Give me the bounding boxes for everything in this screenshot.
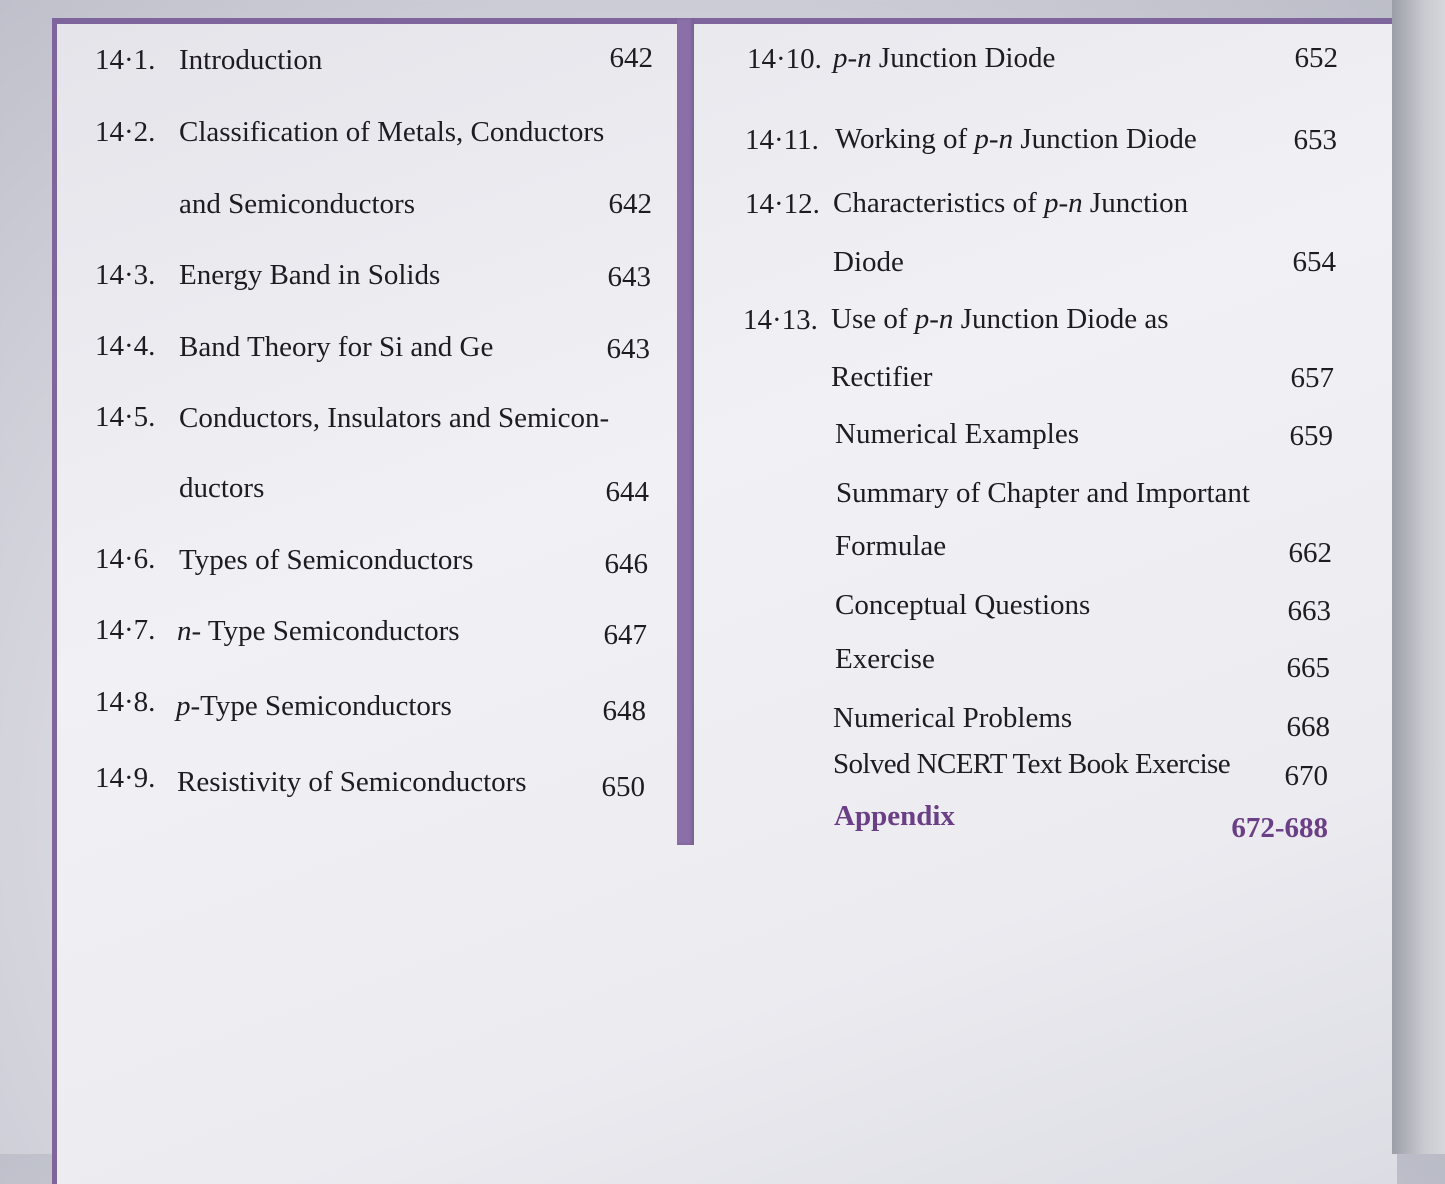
entry-number: 14·1. <box>95 44 156 76</box>
entry-number: 14·13. <box>743 304 818 336</box>
entry-title-pre: Characteristics of <box>833 187 1044 219</box>
entry-title-pre: Working of <box>835 123 975 155</box>
entry-title: ductors <box>179 472 265 504</box>
entry-page: 654 <box>1292 246 1336 278</box>
entry-number: 14·6. <box>95 543 156 575</box>
entry-page: 644 <box>605 476 649 508</box>
entry-title <box>833 42 1055 75</box>
entry-title: Solved NCERT Text Book Exercise <box>833 748 1231 780</box>
entry-page: 653 <box>1293 124 1337 156</box>
entry-page: 647 <box>603 619 647 651</box>
entry-title: Introduction <box>179 44 323 76</box>
entry-title-rest: -Type Semiconductors <box>190 690 452 722</box>
entry-title: Band Theory for Si and Ge <box>179 331 494 363</box>
entry-title <box>833 187 1188 220</box>
entry-title <box>177 615 460 648</box>
entry-title: Numerical Examples <box>835 418 1079 450</box>
entry-number: 14·12. <box>745 188 820 220</box>
entry-title-rest: Junction Diode <box>1013 123 1197 155</box>
entry-title: Resistivity of Semiconductors <box>177 766 527 798</box>
entry-title: Energy Band in Solids <box>179 259 441 291</box>
entry-number: 14·5. <box>95 401 156 433</box>
entry-title-italic: n- <box>177 615 202 647</box>
entry-title: Conceptual Questions <box>835 589 1091 621</box>
entry-title-italic: p <box>176 690 191 722</box>
entry-page: 670 <box>1284 760 1328 792</box>
entry-title <box>176 690 452 723</box>
entry-number: 14·7. <box>95 614 156 646</box>
entry-page: 663 <box>1287 595 1331 627</box>
entry-page: 642 <box>609 42 653 74</box>
page-edge <box>1392 0 1445 1154</box>
column-divider <box>677 18 694 845</box>
entry-title-rest: Junction Diode <box>871 42 1056 74</box>
entry-title: Numerical Problems <box>833 702 1073 734</box>
entry-page: 668 <box>1286 711 1330 743</box>
entry-title-rest: Junction <box>1082 187 1189 219</box>
entry-title: Diode <box>833 246 904 278</box>
entry-title-italic: p-n <box>1043 187 1083 219</box>
entry-title-italic: p-n <box>974 123 1014 155</box>
entry-title-italic: p-n <box>833 42 872 74</box>
entry-page: 642 <box>608 188 652 220</box>
entry-page: 662 <box>1288 537 1332 569</box>
entry-title-italic: p-n <box>914 303 954 335</box>
entry-page: 650 <box>601 771 645 803</box>
entry-page: 652 <box>1294 42 1338 74</box>
entry-title: Classification of Metals, Conductors <box>179 116 605 148</box>
appendix-title: Appendix <box>834 800 955 832</box>
entry-page: 648 <box>602 695 646 727</box>
entry-page: 665 <box>1286 652 1330 684</box>
entry-title: Rectifier <box>831 361 933 393</box>
entry-title-rest: Junction Diode as <box>953 303 1169 335</box>
entry-number: 14·3. <box>95 259 156 291</box>
entry-title-pre: Use of <box>831 303 915 335</box>
entry-title-rest: Type Semiconductors <box>201 615 460 647</box>
entry-number: 14·9. <box>95 762 156 794</box>
entry-page: 643 <box>607 261 651 293</box>
entry-title <box>831 303 1169 336</box>
entry-page: 643 <box>606 333 650 365</box>
entry-page: 659 <box>1289 420 1333 452</box>
appendix-page: 672-688 <box>1231 812 1328 844</box>
entry-number: 14·8. <box>95 686 156 718</box>
entry-number: 14·4. <box>95 330 156 362</box>
entry-title: Conductors, Insulators and Semicon- <box>179 402 610 434</box>
entry-page: 646 <box>604 548 648 580</box>
entry-title: and Semiconductors <box>179 188 415 220</box>
entry-page: 657 <box>1290 362 1334 394</box>
entry-title: Summary of Chapter and Important <box>836 477 1250 509</box>
entry-title <box>835 123 1197 156</box>
entry-title: Exercise <box>835 643 935 675</box>
entry-number: 14·2. <box>95 116 156 148</box>
entry-title: Types of Semiconductors <box>179 544 474 576</box>
entry-title: Formulae <box>835 530 947 562</box>
entry-number: 14·10. <box>747 43 822 75</box>
entry-number: 14·11. <box>745 124 819 156</box>
